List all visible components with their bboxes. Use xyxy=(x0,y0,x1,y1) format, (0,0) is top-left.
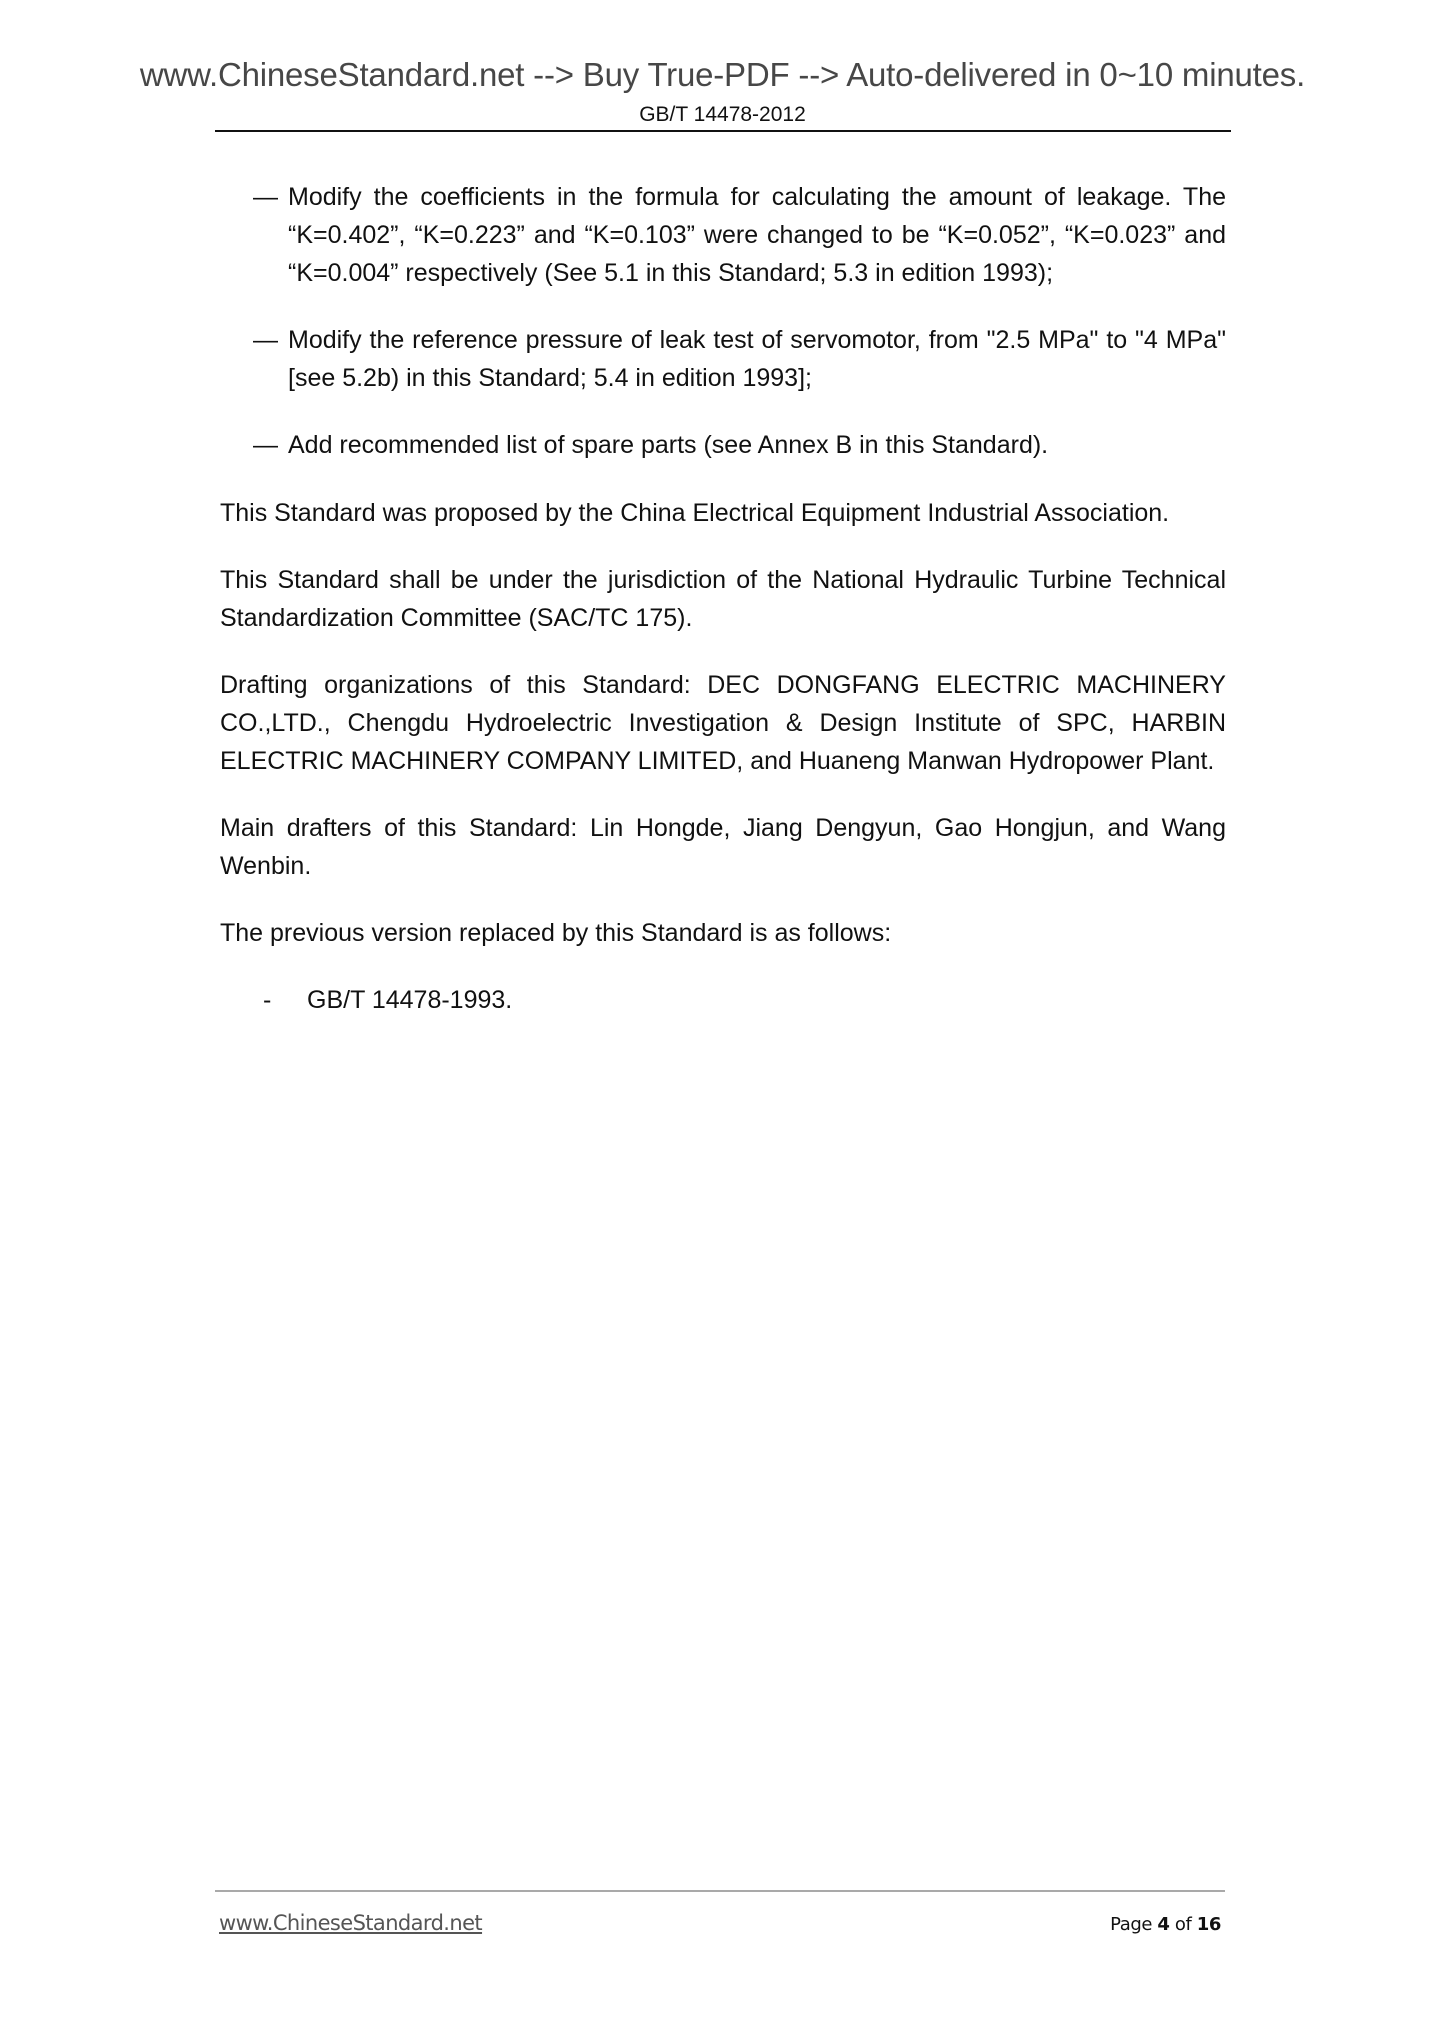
footer-website-link[interactable]: www.ChineseStandard.net xyxy=(219,1911,483,1935)
em-dash-bullet: — xyxy=(253,326,278,354)
change-list-item-text: Add recommended list of spare parts (see Annex B in this Standard). xyxy=(288,431,1049,459)
total-pages-number: 16 xyxy=(1196,1914,1221,1935)
change-list-item-text: Modify the coefficients in the formula for calculating the amount of leakage. The “K=0.402”, “K=0.223” and “K=0.103” were changed to be “K=0.052”, “K=0.023” and “K=0.004” respectively (See 5.1 in this Standard; 5.3 in edition 1993); xyxy=(288,183,1226,287)
previous-version-item xyxy=(220,981,1226,1019)
document-body xyxy=(220,178,1226,1019)
change-list-item xyxy=(220,178,1226,292)
change-list-item xyxy=(220,426,1226,464)
proposer-paragraph: This Standard was proposed by the China Electrical Equipment Industrial Association. xyxy=(220,499,1170,527)
document-code: GB/T 14478-2012 xyxy=(639,103,806,126)
change-list-item-text: Modify the reference pressure of leak test of servomotor, from "2.5 MPa" to "4 MPa" [see 5.2b) in this Standard; 5.4 in edition 1993]; xyxy=(288,326,1226,392)
page-indicator xyxy=(1110,1914,1221,1935)
previous-version-intro: The previous version replaced by this Standard is as follows: xyxy=(220,919,892,947)
previous-version-code: GB/T 14478-1993. xyxy=(307,986,513,1014)
current-page-number: 4 xyxy=(1157,1914,1170,1935)
page-header-banner: www.ChineseStandard.net --> Buy True-PDF --> Auto-delivered in 0~10 minutes. xyxy=(139,56,1306,93)
page-of-label: of xyxy=(1169,1914,1197,1935)
header-rule xyxy=(215,130,1231,132)
em-dash-bullet: — xyxy=(253,183,278,211)
main-drafters-paragraph: Main drafters of this Standard: Lin Hongde, Jiang Dengyun, Gao Hongjun, and Wang Wenbin. xyxy=(220,814,1226,880)
hyphen-bullet: - xyxy=(263,986,272,1014)
page-prefix: Page xyxy=(1110,1914,1158,1935)
footer-rule xyxy=(215,1890,1225,1892)
jurisdiction-paragraph: This Standard shall be under the jurisdiction of the National Hydraulic Turbine Technical Standardization Committee (SAC/TC 175). xyxy=(220,566,1226,632)
change-list-item xyxy=(220,321,1226,397)
em-dash-bullet: — xyxy=(253,431,278,459)
drafting-organizations-paragraph: Drafting organizations of this Standard: DEC DONGFANG ELECTRIC MACHINERY CO.,LTD., Chengdu Hydroelectric Investigation & Design Institute of SPC, HARBIN ELECTRIC MACHINERY COMPANY LIMITED, and Huaneng Manwan Hydropower Plant. xyxy=(220,671,1226,775)
